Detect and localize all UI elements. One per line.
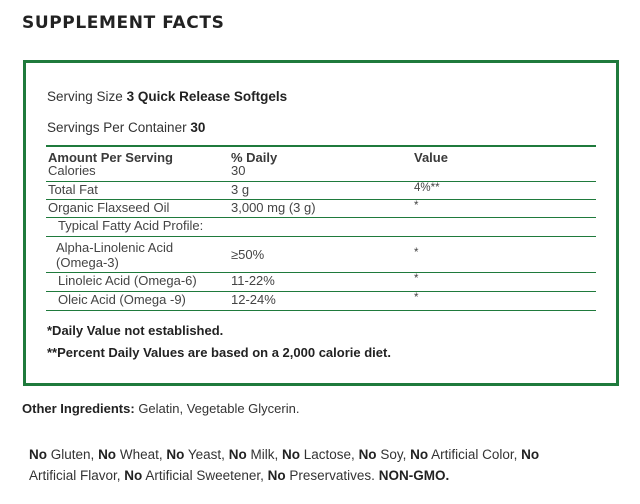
serving-size-label: Serving Size — [47, 89, 123, 104]
row-name: Oleic Acid (Omega -9) — [58, 292, 186, 307]
row-amount: 11-22% — [231, 273, 275, 288]
no-label: No — [166, 447, 185, 462]
row-value: * — [414, 200, 419, 212]
row-value: * — [414, 273, 419, 285]
page-title: SUPPLEMENT FACTS — [22, 13, 225, 33]
row-value: * — [414, 292, 419, 304]
no-label: No — [267, 468, 286, 483]
other-ingredients — [22, 401, 299, 416]
table-row — [46, 164, 596, 182]
free-item: Lactose, — [303, 447, 355, 462]
other-ingredients-value: Gelatin, Vegetable Glycerin. — [138, 401, 300, 416]
daily-value-note: *Daily Value not established. — [47, 323, 224, 338]
free-item: Yeast, — [187, 447, 225, 462]
table-row — [46, 218, 596, 237]
row-value: 4%** — [414, 182, 440, 194]
no-label: No — [358, 447, 377, 462]
serving-size — [47, 89, 287, 104]
supplement-facts-panel — [23, 60, 619, 386]
table-row — [46, 292, 596, 311]
no-label: No — [521, 447, 540, 462]
header-amount-per-serving: Amount Per Serving — [48, 150, 173, 165]
no-label: No — [124, 468, 143, 483]
row-amount: 3 g — [231, 182, 250, 197]
other-ingredients-label: Other Ingredients: — [22, 401, 135, 416]
percent-daily-value-note: **Percent Daily Values are based on a 2,000 calorie diet. — [47, 345, 391, 360]
header-value: Value — [414, 150, 448, 165]
non-gmo-label: NON-GMO. — [378, 468, 450, 483]
table-row — [46, 273, 596, 292]
row-name: Typical Fatty Acid Profile: — [58, 218, 204, 233]
row-name: Total Fat — [48, 182, 98, 197]
free-from-statement — [29, 444, 589, 486]
serving-size-value: 3 Quick Release Softgels — [126, 89, 288, 104]
no-label: No — [98, 447, 117, 462]
row-amount: ≥50% — [231, 247, 265, 262]
free-item: Artificial Sweetener, — [145, 468, 264, 483]
free-item: Artificial Flavor, — [29, 468, 121, 483]
servings-per-container-label: Servings Per Container — [47, 120, 187, 135]
no-label: No — [281, 447, 300, 462]
free-item: Preservatives. — [289, 468, 375, 483]
free-item: Milk, — [250, 447, 279, 462]
header-daily: % Daily — [231, 150, 278, 165]
row-value: * — [414, 247, 419, 259]
free-item: Soy, — [380, 447, 407, 462]
nutrition-table — [46, 145, 596, 311]
servings-per-container — [47, 120, 205, 135]
table-row — [46, 237, 596, 273]
row-name: Organic Flaxseed Oil — [48, 200, 170, 215]
row-name: Calories — [48, 163, 96, 178]
row-amount: 3,000 mg (3 g) — [231, 200, 316, 215]
table-header-row — [46, 147, 596, 164]
no-label: No — [228, 447, 247, 462]
row-name: Alpha-Linolenic Acid (Omega-3) — [56, 240, 174, 270]
free-item: Gluten, — [50, 447, 95, 462]
row-amount: 30 — [231, 163, 246, 178]
servings-per-container-value: 30 — [190, 120, 206, 135]
table-row — [46, 182, 596, 200]
no-label: No — [29, 447, 47, 462]
free-item: Artificial Color, — [431, 447, 518, 462]
row-amount: 12-24% — [231, 292, 276, 307]
row-name: Linoleic Acid (Omega-6) — [58, 273, 197, 288]
no-label: No — [410, 447, 429, 462]
free-item: Wheat, — [119, 447, 163, 462]
table-row — [46, 200, 596, 218]
